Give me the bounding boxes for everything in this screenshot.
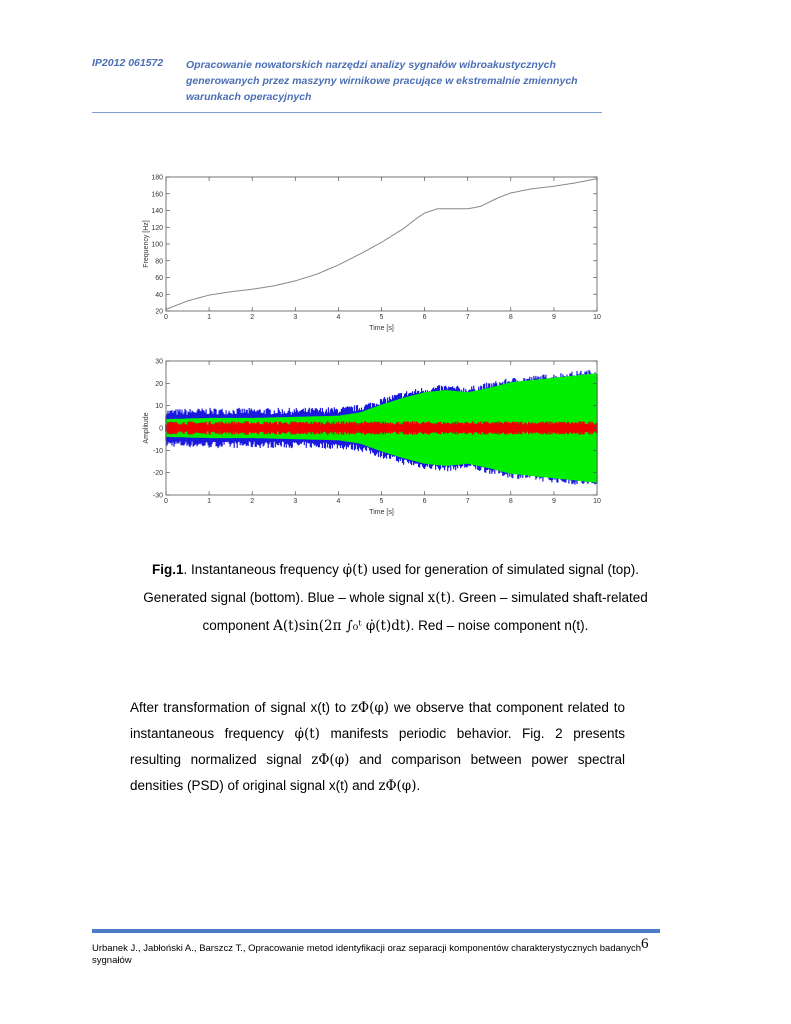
y-tick-label: -30	[152, 492, 163, 500]
caption-text: Generated signal (bottom). Blue – whole signal	[143, 590, 428, 605]
x-tick-label: 5	[379, 314, 384, 321]
plot-frame	[166, 177, 597, 311]
footer-citation: Urbanek J., Jabłoński A., Barszcz T., Opracowanie metod identyfikacji oraz separacji komponentów charakterystycznych badanych sygnałów	[92, 943, 641, 966]
y-tick-label: 80	[155, 258, 163, 266]
x-axis-label: Time [s]	[369, 509, 394, 516]
frequency-line	[166, 179, 597, 310]
x-tick-label: 9	[551, 498, 556, 505]
series-noise-component	[166, 421, 597, 434]
body-text: and comparison between power spectral densities (PSD) of original signal x(t) and	[130, 752, 625, 793]
caption-text: . Red – noise component n(t).	[410, 618, 589, 633]
x-tick-label: 0	[164, 314, 168, 321]
y-tick-label: 160	[151, 191, 163, 199]
body-text: we observe that component related to instantaneous frequency	[130, 700, 625, 741]
caption-text: used for generation of simulated signal (top).	[368, 562, 639, 577]
y-tick-label: 0	[159, 425, 163, 433]
body-math-z: zΦ(φ)	[378, 778, 417, 794]
y-tick-label: 180	[151, 174, 163, 182]
footer-divider	[92, 929, 660, 933]
caption-x-t: x(t)	[427, 590, 452, 606]
y-tick-label: 30	[155, 358, 163, 366]
page-number: 6	[641, 936, 649, 952]
caption-label: Fig.1	[152, 562, 184, 577]
x-tick-label: 8	[508, 314, 513, 321]
body-text: .	[416, 778, 421, 793]
y-tick-label: 10	[155, 403, 163, 411]
x-tick-label: 1	[207, 498, 212, 505]
header-title: Opracowanie nowatorskich narzędzi analizy sygnałów wibroakustycznych generowanych przez maszyny wirnikowe pracujące w ekstremalnie zmiennych warunkach operacyjnych	[186, 59, 578, 103]
x-tick-label: 0	[164, 498, 168, 505]
caption-text: component	[202, 618, 274, 633]
y-tick-label: 20	[155, 308, 163, 316]
body-text: manifests periodic behavior. Fig. 2 presents resulting normalized signal	[130, 726, 625, 767]
y-axis-label: Frequency [Hz]	[143, 220, 150, 268]
x-tick-label: 10	[593, 314, 601, 321]
y-tick-label: 140	[151, 208, 163, 215]
x-tick-label: 4	[336, 314, 341, 321]
x-tick-label: 7	[465, 498, 470, 505]
x-tick-label: 10	[593, 498, 601, 505]
x-tick-label: 7	[465, 314, 470, 321]
x-tick-label: 9	[551, 314, 556, 321]
caption-phi-dot: φ̇(t)	[342, 562, 369, 578]
y-tick-label: 20	[155, 380, 163, 388]
x-tick-label: 4	[336, 498, 341, 505]
body-math-z: zΦ(φ)	[311, 752, 350, 768]
y-tick-label: 40	[155, 291, 163, 299]
caption-formula: A(t)sin(2π ∫₀ᵗ φ̇(t)dt)	[273, 618, 411, 634]
x-tick-label: 5	[379, 498, 384, 505]
x-tick-label: 8	[508, 498, 513, 505]
figure-caption	[118, 556, 673, 640]
y-tick-label: 120	[151, 224, 163, 232]
y-tick-label: -20	[152, 470, 163, 478]
x-tick-label: 6	[422, 314, 427, 321]
y-tick-label: 60	[155, 275, 163, 282]
x-tick-label: 1	[207, 314, 212, 321]
x-tick-label: 2	[250, 498, 255, 505]
body-math-z: zΦ(φ)	[350, 700, 390, 716]
caption-text: . Green – simulated shaft-related	[451, 590, 648, 605]
header-project-id: IP2012 061572	[92, 57, 164, 69]
x-tick-label: 6	[422, 498, 427, 505]
y-tick-label: 100	[151, 241, 163, 249]
body-paragraph	[130, 695, 625, 799]
x-tick-label: 3	[293, 314, 298, 321]
x-tick-label: 3	[293, 498, 298, 505]
caption-text: . Instantaneous frequency	[183, 562, 343, 577]
body-math-phi-dot: φ̇(t)	[294, 726, 320, 742]
x-tick-label: 2	[250, 314, 255, 321]
x-axis-label: Time [s]	[369, 325, 394, 332]
y-tick-label: -10	[152, 447, 163, 455]
body-text: After transformation of signal x(t) to	[130, 700, 351, 715]
y-axis-label: Amplitude	[143, 412, 150, 444]
